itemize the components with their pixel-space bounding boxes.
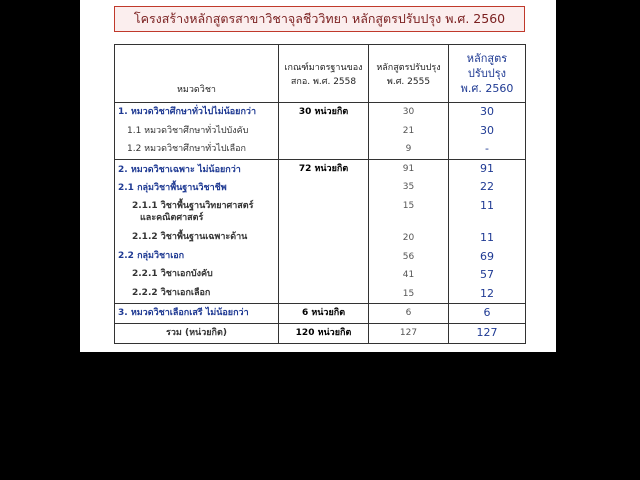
row-major-elec-2555: 15 (402, 288, 415, 299)
row-general-req-2560: 30 (480, 123, 494, 137)
table-row (115, 159, 526, 304)
table-row (115, 304, 526, 324)
row-general-req-2555: 21 (402, 125, 415, 136)
curriculum-table (114, 44, 526, 344)
row-major-req-2560: 57 (480, 268, 494, 282)
header-2560-line1: หลักสูตร (466, 52, 508, 65)
header-standard-line1: เกณฑ์มาตรฐานของ (284, 62, 363, 73)
header-2555-line2: พ.ศ. 2555 (386, 76, 431, 87)
row-major-label: 2.2 กลุ่มวิชาเอก (118, 250, 185, 261)
row-specific-2560: 91 (480, 161, 494, 175)
row-major-2555: 56 (402, 251, 415, 262)
row-free-std: 6 หน่วยกิต (301, 308, 346, 319)
row-general-label: 1. หมวดวิชาศึกษาทั่วไปไม่น้อยกว่า (118, 107, 257, 117)
row-general-2555: 30 (402, 107, 415, 117)
row-spec-core-label: 2.1.2 วิชาพื้นฐานเฉพาะด้าน (132, 231, 248, 242)
table-row-total (115, 323, 526, 343)
table-header-row (115, 45, 526, 103)
row-major-req-label: 2.2.1 วิชาเอกบังคับ (132, 269, 213, 280)
row-free-label: 3. หมวดวิชาเลือกเสรี ไม่น้อยกว่า (118, 308, 249, 319)
row-free-2555: 6 (405, 308, 412, 319)
row-major-elec-2560: 12 (480, 286, 494, 300)
slide-title: โครงสร้างหลักสูตรสาขาวิชาจุลชีววิทยา หลักสูตรปรับปรุง พ.ศ. 2560 (114, 6, 525, 32)
header-2555-line1: หลักสูตรปรับปรุง (376, 62, 441, 73)
header-2560 (449, 45, 526, 103)
row-sci-math-2555: 15 (402, 200, 415, 211)
row-core-label: 2.1 กลุ่มวิชาพื้นฐานวิชาชีพ (118, 183, 227, 194)
row-general-req-label: 1.1 หมวดวิชาศึกษาทั่วไปบังคับ (127, 125, 249, 136)
header-standard-line2: สกอ. พ.ศ. 2558 (290, 76, 357, 87)
row-general-req-std (279, 122, 368, 141)
header-standard (279, 45, 369, 103)
slide (80, 0, 556, 352)
row-free-2560: 6 (483, 306, 491, 320)
row-sci-math-label-1: 2.1.1 วิชาพื้นฐานวิทยาศาสตร์ (132, 200, 254, 211)
row-sci-math-2560: 11 (480, 198, 494, 212)
row-total-2560: 127 (476, 325, 498, 339)
table-row (115, 103, 526, 160)
row-major-req-2555: 41 (402, 270, 415, 281)
row-core-2560: 22 (480, 180, 494, 194)
row-general-elec-2555: 9 (405, 144, 412, 155)
header-2560-line2: ปรับปรุง (467, 67, 507, 80)
row-major-2560: 69 (480, 249, 494, 263)
row-general-std: 30 หน่วยกิต (298, 107, 349, 117)
header-2555 (369, 45, 449, 103)
row-general-elec-std (279, 140, 368, 159)
header-category-text: หมวดวิชา (177, 85, 216, 95)
header-2560-line3: พ.ศ. 2560 (460, 82, 514, 95)
row-major-elec-label: 2.2.2 วิชาเอกเลือก (132, 287, 211, 298)
header-category (115, 45, 279, 103)
row-specific-std: 72 หน่วยกิต (298, 163, 349, 174)
row-specific-label: 2. หมวดวิชาเฉพาะ ไม่น้อยกว่า (118, 164, 241, 175)
row-general-2560: 30 (480, 105, 494, 118)
row-spec-core-2560: 11 (480, 230, 494, 244)
row-sci-math-label-2: และคณิตศาสตร์ (140, 212, 204, 223)
row-core-2555: 35 (402, 182, 415, 193)
row-general-elec-label: 1.2 หมวดวิชาศึกษาทั่วไปเลือก (127, 144, 246, 155)
row-sci-math-label (118, 198, 278, 228)
row-total-2555: 127 (399, 327, 418, 338)
row-general-elec-2560: - (485, 142, 489, 156)
row-total-label: รวม (หน่วยกิต) (166, 327, 227, 338)
row-specific-2555: 91 (402, 163, 415, 174)
row-spec-core-2555: 20 (402, 232, 415, 243)
row-total-std: 120 หน่วยกิต (295, 327, 352, 338)
